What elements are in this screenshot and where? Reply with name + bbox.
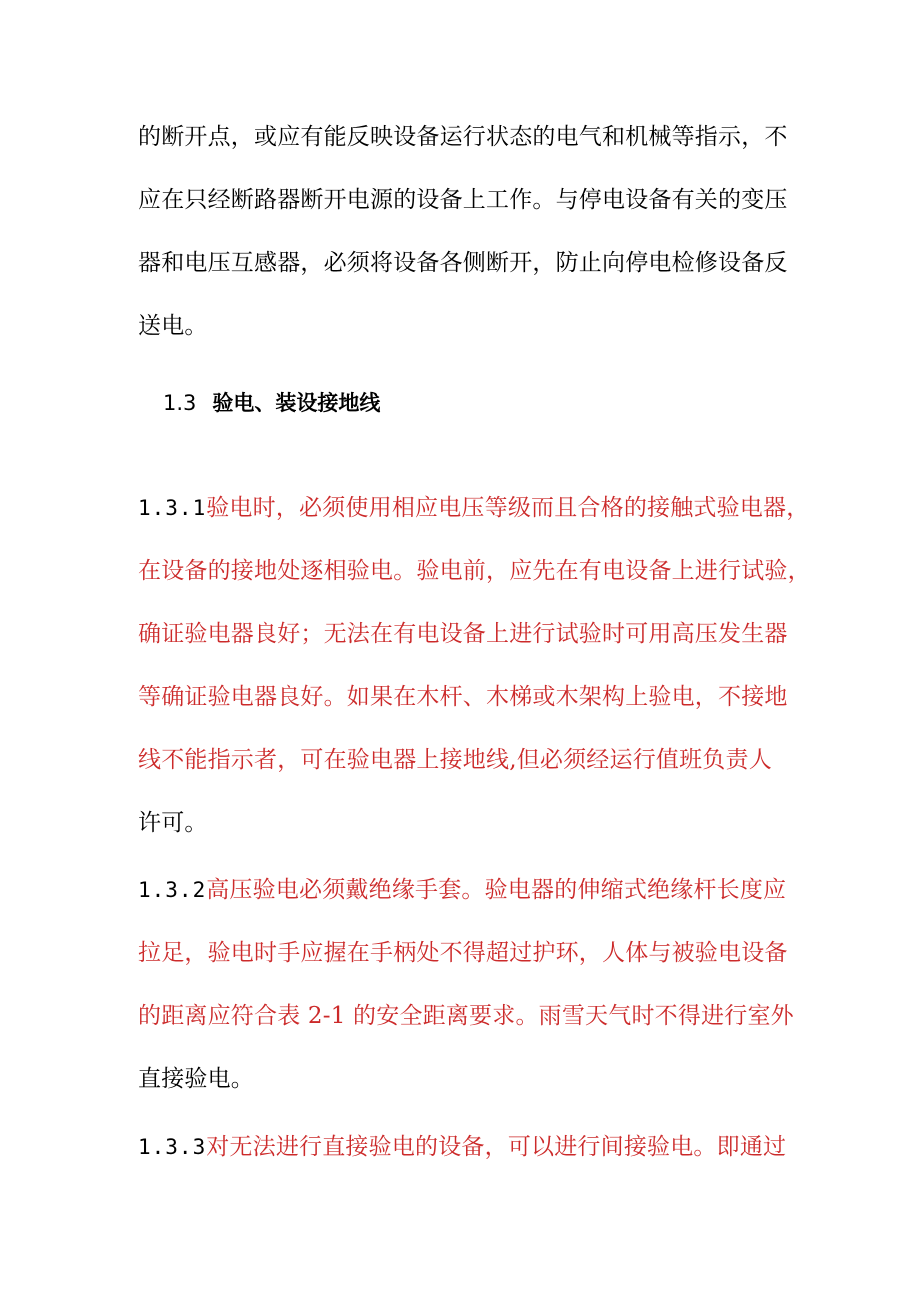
- clause-2-text-1: 高压验电必须戴绝缘手套。验电器的伸缩式绝缘杆长度应: [206, 877, 787, 903]
- clause-1-line-5: 线不能指示者，可在验电器上接地线,但必须经运行值班负责人: [138, 747, 772, 773]
- clause-1-text-1: 验电时，必须使用相应电压等级而且合格的接触式验电器，: [206, 495, 810, 521]
- section-heading: [163, 388, 380, 418]
- clause-2-line-2: 拉足，验电时手应握在手柄处不得超过护环，人体与被验电设备: [138, 940, 788, 966]
- clause-1-line-3: 确证验电器良好；无法在有电设备上进行试验时可用高压发生器: [138, 621, 788, 647]
- clause-2-number: 1.3.2: [138, 878, 207, 902]
- intro-line-4: 送电。: [138, 313, 208, 339]
- intro-line-1: 的断开点，或应有能反映设备运行状态的电气和机械等指示，不: [138, 124, 788, 150]
- intro-line-3: 器和电压互感器，必须将设备各侧断开，防止向停电检修设备反: [138, 250, 788, 276]
- clause-1-line-4: 等确证验电器良好。如果在木杆、木梯或木架构上验电，不接地: [138, 684, 788, 710]
- clause-3-text-1: 对无法进行直接验电的设备，可以进行间接验电。即通过: [206, 1134, 787, 1160]
- clause-3-number: 1.3.3: [138, 1135, 207, 1159]
- clause-1-line-2: 在设备的接地处逐相验电。验电前，应先在有电设备上进行试验，: [138, 558, 811, 584]
- section-title: 验电、装设接地线: [212, 391, 381, 415]
- section-number: 1.3: [163, 391, 197, 415]
- clause-1-number: 1.3.1: [138, 496, 207, 520]
- clause-3-line-1: [138, 1132, 798, 1162]
- clause-1-line-6: 许可。: [138, 810, 208, 836]
- clause-2-line-3: 的距离应符合表 2-1 的安全距离要求。雨雪天气时不得进行室外: [138, 1003, 794, 1029]
- intro-line-2: 应在只经断路器断开电源的设备上工作。与停电设备有关的变压: [138, 187, 788, 213]
- clause-1-line-1: [138, 493, 810, 523]
- clause-2-line-1: [138, 875, 798, 905]
- clause-2-line-4: 直接验电。: [138, 1066, 254, 1092]
